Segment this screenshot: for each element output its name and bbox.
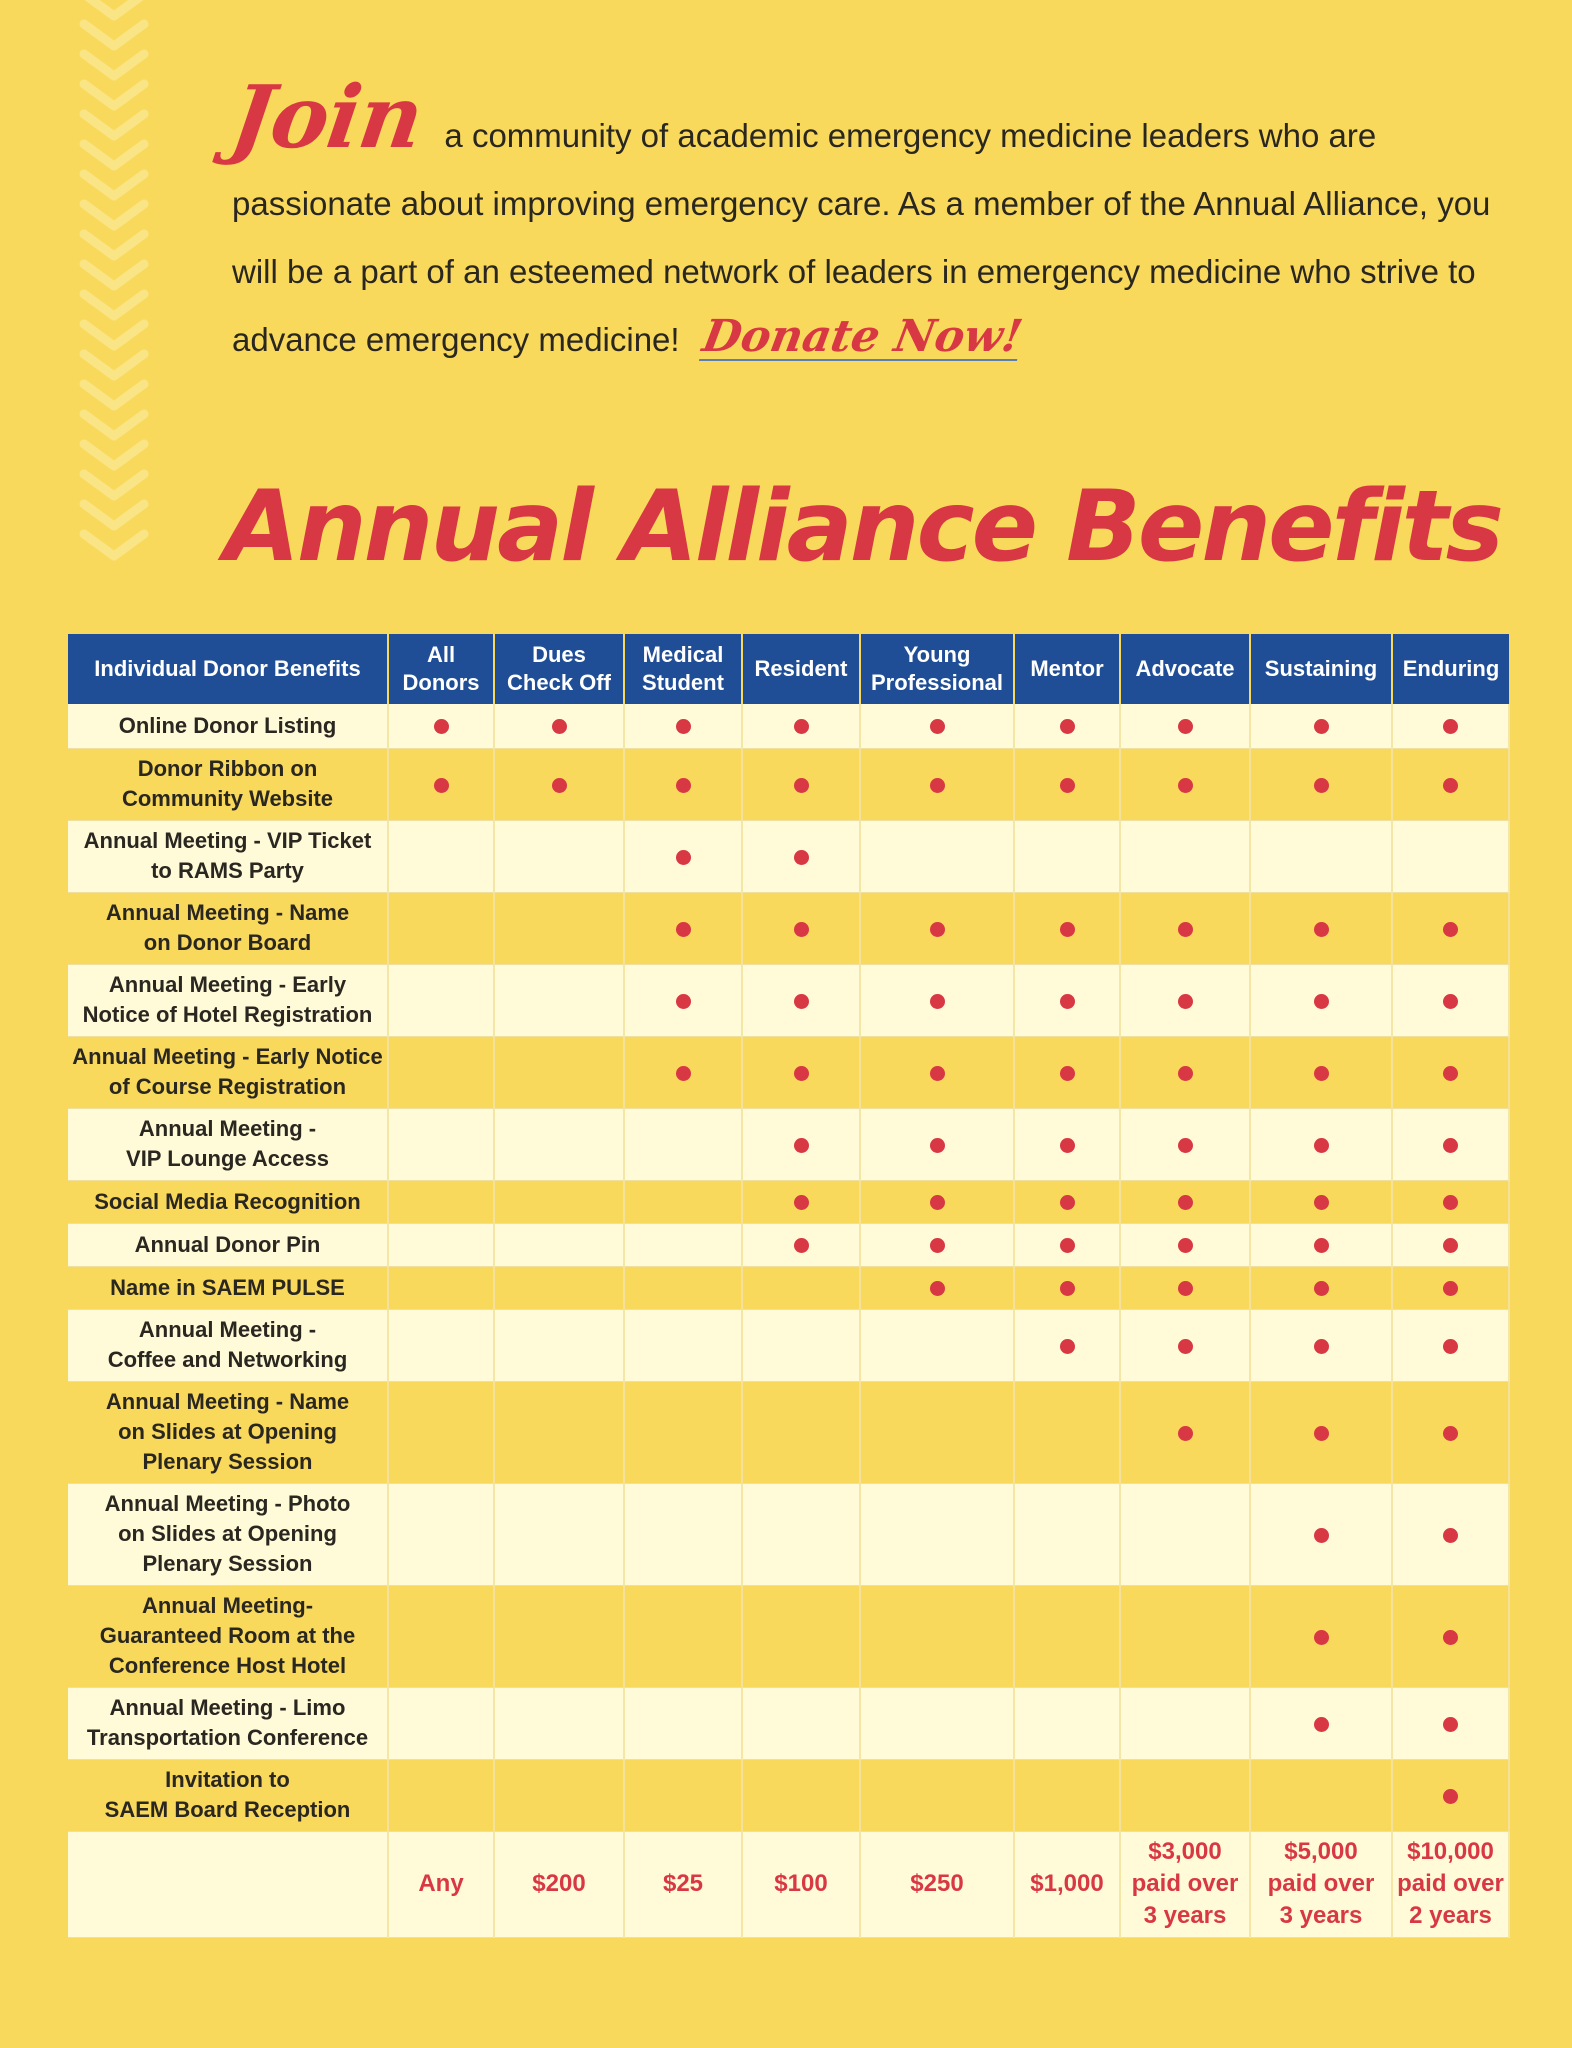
- included-dot-icon: [1178, 1426, 1193, 1441]
- benefit-cell: [1392, 1483, 1509, 1585]
- benefit-cell: [1392, 748, 1509, 820]
- included-dot-icon: [1314, 1138, 1329, 1153]
- benefit-label: Name in SAEM PULSE: [68, 1266, 388, 1309]
- table-row: [68, 1585, 1509, 1687]
- page-title: Annual Alliance Benefits: [224, 470, 1501, 584]
- benefit-cell: [1014, 1180, 1120, 1223]
- benefit-cell: [1120, 1483, 1250, 1585]
- table-row: [68, 892, 1509, 964]
- included-dot-icon: [1178, 1138, 1193, 1153]
- included-dot-icon: [1060, 922, 1075, 937]
- benefit-cell: [1014, 1585, 1120, 1687]
- price-value: $1,000: [1030, 1870, 1104, 1897]
- included-dot-icon: [1314, 1066, 1329, 1081]
- price-cell: [742, 1831, 860, 1937]
- benefit-label: Invitation to SAEM Board Reception: [68, 1759, 388, 1831]
- benefit-cell: [1392, 1687, 1509, 1759]
- included-dot-icon: [930, 1238, 945, 1253]
- benefit-cell: [860, 1108, 1014, 1180]
- benefit-cell: [1120, 704, 1250, 748]
- included-dot-icon: [1443, 778, 1458, 793]
- benefit-cell: [1250, 704, 1392, 748]
- benefit-cell: [624, 964, 742, 1036]
- benefit-cell: [624, 892, 742, 964]
- price-value: $250: [910, 1870, 964, 1897]
- benefit-cell: [860, 1309, 1014, 1381]
- included-dot-icon: [1178, 778, 1193, 793]
- benefit-cell: [1392, 1381, 1509, 1483]
- included-dot-icon: [930, 1195, 945, 1210]
- benefit-cell: [1250, 1180, 1392, 1223]
- benefit-cell: [860, 1585, 1014, 1687]
- benefit-cell: [388, 820, 494, 892]
- included-dot-icon: [1443, 994, 1458, 1009]
- included-dot-icon: [930, 1066, 945, 1081]
- benefit-cell: [494, 1223, 624, 1266]
- price-row-label: [68, 1831, 388, 1937]
- included-dot-icon: [1314, 719, 1329, 734]
- price-cell: [388, 1831, 494, 1937]
- price-cell: [860, 1831, 1014, 1937]
- column-header: Medical Student: [624, 634, 742, 704]
- table-row: [68, 1266, 1509, 1309]
- benefit-label: Social Media Recognition: [68, 1180, 388, 1223]
- benefit-cell: [1250, 892, 1392, 964]
- benefit-cell: [742, 1309, 860, 1381]
- benefit-cell: [388, 1108, 494, 1180]
- benefit-cell: [742, 1180, 860, 1223]
- table-row: [68, 820, 1509, 892]
- benefit-cell: [388, 748, 494, 820]
- included-dot-icon: [1060, 1281, 1075, 1296]
- included-dot-icon: [1178, 719, 1193, 734]
- benefit-cell: [742, 1585, 860, 1687]
- benefit-cell: [388, 1036, 494, 1108]
- benefit-cell: [1120, 748, 1250, 820]
- benefit-cell: [624, 1687, 742, 1759]
- column-header: Enduring: [1392, 634, 1509, 704]
- benefit-cell: [1014, 1483, 1120, 1585]
- column-header: Mentor: [1014, 634, 1120, 704]
- benefit-cell: [742, 964, 860, 1036]
- table-row: [68, 1036, 1509, 1108]
- decorative-chevron-strip: [78, 0, 150, 565]
- benefit-cell: [1250, 820, 1392, 892]
- benefit-cell: [1120, 1759, 1250, 1831]
- benefit-cell: [388, 1180, 494, 1223]
- benefit-cell: [860, 964, 1014, 1036]
- included-dot-icon: [1178, 1339, 1193, 1354]
- benefit-cell: [860, 748, 1014, 820]
- price-value: Any: [418, 1870, 464, 1897]
- included-dot-icon: [1178, 922, 1193, 937]
- benefit-cell: [1120, 892, 1250, 964]
- benefit-label: Online Donor Listing: [68, 704, 388, 748]
- included-dot-icon: [1314, 1528, 1329, 1543]
- benefit-cell: [1250, 1223, 1392, 1266]
- included-dot-icon: [1443, 1195, 1458, 1210]
- benefit-cell: [388, 1266, 494, 1309]
- benefit-cell: [494, 1759, 624, 1831]
- benefit-cell: [1014, 1036, 1120, 1108]
- benefit-cell: [1014, 1309, 1120, 1381]
- benefit-cell: [860, 1483, 1014, 1585]
- benefit-cell: [388, 1585, 494, 1687]
- included-dot-icon: [794, 1238, 809, 1253]
- benefit-label: Annual Meeting - Name on Donor Board: [68, 892, 388, 964]
- benefit-cell: [1250, 1036, 1392, 1108]
- included-dot-icon: [794, 994, 809, 1009]
- benefit-cell: [860, 1759, 1014, 1831]
- table-row: [68, 704, 1509, 748]
- benefit-cell: [860, 1223, 1014, 1266]
- benefit-cell: [494, 1381, 624, 1483]
- benefit-cell: [742, 1036, 860, 1108]
- benefit-cell: [742, 1687, 860, 1759]
- benefit-cell: [742, 704, 860, 748]
- benefits-table: [68, 634, 1510, 1938]
- column-header: Dues Check Off: [494, 634, 624, 704]
- price-cell: [1014, 1831, 1120, 1937]
- benefit-cell: [742, 1759, 860, 1831]
- included-dot-icon: [1060, 719, 1075, 734]
- price-value: $25: [662, 1870, 704, 1897]
- benefit-cell: [494, 1687, 624, 1759]
- benefit-cell: [388, 1381, 494, 1483]
- included-dot-icon: [1060, 778, 1075, 793]
- benefit-cell: [388, 1309, 494, 1381]
- included-dot-icon: [676, 922, 691, 937]
- benefit-cell: [1250, 964, 1392, 1036]
- benefit-cell: [1120, 1266, 1250, 1309]
- included-dot-icon: [1314, 1630, 1329, 1645]
- benefit-cell: [494, 1483, 624, 1585]
- benefit-cell: [1250, 1309, 1392, 1381]
- column-header: Advocate: [1120, 634, 1250, 704]
- benefit-cell: [624, 1223, 742, 1266]
- benefit-cell: [1120, 1223, 1250, 1266]
- benefit-cell: [1120, 1381, 1250, 1483]
- benefit-cell: [1120, 1687, 1250, 1759]
- table-header-row: [68, 634, 1509, 704]
- table-row: [68, 1759, 1509, 1831]
- included-dot-icon: [1443, 1630, 1458, 1645]
- included-dot-icon: [1314, 1238, 1329, 1253]
- price-value: $3,000 paid over 3 years: [1131, 1838, 1239, 1929]
- benefit-cell: [624, 1036, 742, 1108]
- benefit-cell: [860, 1036, 1014, 1108]
- included-dot-icon: [1060, 994, 1075, 1009]
- price-cell: [1120, 1831, 1250, 1937]
- benefit-cell: [1250, 1759, 1392, 1831]
- benefit-cell: [624, 1585, 742, 1687]
- included-dot-icon: [794, 1066, 809, 1081]
- benefit-cell: [1392, 964, 1509, 1036]
- benefit-cell: [494, 1585, 624, 1687]
- benefit-cell: [1014, 1381, 1120, 1483]
- included-dot-icon: [1178, 1281, 1193, 1296]
- table-row: [68, 1687, 1509, 1759]
- benefit-cell: [1250, 748, 1392, 820]
- included-dot-icon: [552, 719, 567, 734]
- benefit-label: Annual Meeting - Early Notice of Hotel Registration: [68, 964, 388, 1036]
- benefit-cell: [1014, 1266, 1120, 1309]
- benefit-cell: [494, 820, 624, 892]
- included-dot-icon: [1443, 1066, 1458, 1081]
- included-dot-icon: [1314, 1195, 1329, 1210]
- benefit-cell: [1014, 1687, 1120, 1759]
- benefit-cell: [1014, 1759, 1120, 1831]
- benefit-cell: [1392, 892, 1509, 964]
- included-dot-icon: [1443, 1789, 1458, 1804]
- table-body: [68, 704, 1509, 1937]
- benefit-cell: [494, 892, 624, 964]
- price-cell: [494, 1831, 624, 1937]
- benefit-cell: [1392, 1223, 1509, 1266]
- benefit-cell: [742, 1223, 860, 1266]
- benefit-cell: [742, 1108, 860, 1180]
- benefit-label: Annual Meeting- Guaranteed Room at the Conference Host Hotel: [68, 1585, 388, 1687]
- benefit-cell: [624, 1108, 742, 1180]
- benefit-cell: [1250, 1381, 1392, 1483]
- included-dot-icon: [1443, 922, 1458, 937]
- benefit-cell: [624, 820, 742, 892]
- included-dot-icon: [1314, 1339, 1329, 1354]
- benefit-cell: [742, 820, 860, 892]
- included-dot-icon: [1060, 1138, 1075, 1153]
- benefit-cell: [1392, 1266, 1509, 1309]
- included-dot-icon: [930, 719, 945, 734]
- benefit-cell: [1014, 748, 1120, 820]
- benefit-cell: [494, 1180, 624, 1223]
- included-dot-icon: [676, 994, 691, 1009]
- table-row: [68, 964, 1509, 1036]
- included-dot-icon: [794, 719, 809, 734]
- benefit-cell: [388, 1759, 494, 1831]
- benefit-cell: [494, 964, 624, 1036]
- benefit-label: Annual Meeting - Photo on Slides at Opening Plenary Session: [68, 1483, 388, 1585]
- price-value: $5,000 paid over 3 years: [1267, 1838, 1375, 1929]
- benefit-cell: [624, 1759, 742, 1831]
- benefit-cell: [1392, 1309, 1509, 1381]
- benefit-label: Donor Ribbon on Community Website: [68, 748, 388, 820]
- benefit-cell: [860, 704, 1014, 748]
- table-row: [68, 1381, 1509, 1483]
- benefit-cell: [494, 1036, 624, 1108]
- benefit-cell: [1014, 964, 1120, 1036]
- price-value: $10,000 paid over 2 years: [1397, 1838, 1504, 1929]
- included-dot-icon: [1443, 1281, 1458, 1296]
- benefit-cell: [1392, 704, 1509, 748]
- benefit-cell: [1120, 820, 1250, 892]
- benefit-cell: [1392, 1108, 1509, 1180]
- intro-paragraph: [224, 67, 1492, 374]
- benefit-cell: [1014, 820, 1120, 892]
- included-dot-icon: [794, 850, 809, 865]
- benefit-label: Annual Meeting - Early Notice of Course Registration: [68, 1036, 388, 1108]
- benefit-cell: [742, 1483, 860, 1585]
- benefit-cell: [1120, 1180, 1250, 1223]
- join-word: Join: [224, 67, 429, 168]
- included-dot-icon: [1314, 994, 1329, 1009]
- benefit-label: Annual Meeting - VIP Lounge Access: [68, 1108, 388, 1180]
- included-dot-icon: [676, 1066, 691, 1081]
- included-dot-icon: [1314, 778, 1329, 793]
- column-header: All Donors: [388, 634, 494, 704]
- table-row: [68, 1108, 1509, 1180]
- benefit-cell: [742, 1266, 860, 1309]
- included-dot-icon: [1443, 1339, 1458, 1354]
- benefit-cell: [1014, 704, 1120, 748]
- included-dot-icon: [1443, 1138, 1458, 1153]
- benefit-cell: [1392, 1585, 1509, 1687]
- table-row: [68, 1223, 1509, 1266]
- benefit-cell: [1250, 1266, 1392, 1309]
- benefit-cell: [388, 1687, 494, 1759]
- included-dot-icon: [794, 1138, 809, 1153]
- included-dot-icon: [1060, 1238, 1075, 1253]
- benefit-cell: [1014, 1108, 1120, 1180]
- benefit-cell: [388, 1483, 494, 1585]
- benefit-cell: [624, 704, 742, 748]
- benefit-cell: [1392, 1180, 1509, 1223]
- included-dot-icon: [1443, 1238, 1458, 1253]
- included-dot-icon: [1314, 1281, 1329, 1296]
- donate-now-link[interactable]: Donate Now!: [698, 311, 1026, 362]
- included-dot-icon: [930, 994, 945, 1009]
- benefit-cell: [624, 1266, 742, 1309]
- benefit-cell: [494, 704, 624, 748]
- benefit-cell: [1120, 1108, 1250, 1180]
- chevron-pattern-icon: [78, 0, 150, 565]
- benefit-cell: [742, 1381, 860, 1483]
- benefit-cell: [388, 964, 494, 1036]
- included-dot-icon: [676, 850, 691, 865]
- column-header-benefits: Individual Donor Benefits: [68, 634, 388, 704]
- price-cell: [1250, 1831, 1392, 1937]
- benefit-cell: [860, 1381, 1014, 1483]
- benefit-cell: [624, 748, 742, 820]
- benefit-cell: [624, 1483, 742, 1585]
- included-dot-icon: [552, 778, 567, 793]
- benefit-cell: [494, 1309, 624, 1381]
- benefit-cell: [1014, 892, 1120, 964]
- table-row: [68, 1309, 1509, 1381]
- benefit-label: Annual Meeting - VIP Ticket to RAMS Party: [68, 820, 388, 892]
- included-dot-icon: [1443, 719, 1458, 734]
- included-dot-icon: [930, 1138, 945, 1153]
- benefit-cell: [1250, 1585, 1392, 1687]
- benefit-label: Annual Meeting - Name on Slides at Opening Plenary Session: [68, 1381, 388, 1483]
- benefit-label: Annual Meeting - Limo Transportation Conference: [68, 1687, 388, 1759]
- benefit-cell: [1120, 1036, 1250, 1108]
- benefit-cell: [860, 1687, 1014, 1759]
- included-dot-icon: [794, 922, 809, 937]
- included-dot-icon: [1178, 1066, 1193, 1081]
- price-row: [68, 1831, 1509, 1937]
- benefit-label: Annual Meeting - Coffee and Networking: [68, 1309, 388, 1381]
- benefit-cell: [860, 1266, 1014, 1309]
- included-dot-icon: [1314, 1426, 1329, 1441]
- benefit-cell: [388, 704, 494, 748]
- benefit-cell: [494, 748, 624, 820]
- column-header: Resident: [742, 634, 860, 704]
- table-row: [68, 1483, 1509, 1585]
- included-dot-icon: [1060, 1066, 1075, 1081]
- included-dot-icon: [1178, 1238, 1193, 1253]
- benefit-cell: [1250, 1483, 1392, 1585]
- benefit-cell: [1392, 1759, 1509, 1831]
- benefit-cell: [494, 1108, 624, 1180]
- included-dot-icon: [794, 778, 809, 793]
- price-cell: [1392, 1831, 1509, 1937]
- included-dot-icon: [930, 778, 945, 793]
- table-row: [68, 748, 1509, 820]
- benefit-cell: [860, 820, 1014, 892]
- included-dot-icon: [1060, 1339, 1075, 1354]
- included-dot-icon: [676, 778, 691, 793]
- included-dot-icon: [1443, 1717, 1458, 1732]
- included-dot-icon: [930, 1281, 945, 1296]
- included-dot-icon: [1178, 1195, 1193, 1210]
- benefit-cell: [1392, 820, 1509, 892]
- table-row: [68, 1180, 1509, 1223]
- benefit-cell: [860, 892, 1014, 964]
- benefit-cell: [624, 1381, 742, 1483]
- benefit-cell: [624, 1309, 742, 1381]
- benefit-cell: [494, 1266, 624, 1309]
- benefit-cell: [742, 748, 860, 820]
- benefit-cell: [1120, 964, 1250, 1036]
- benefit-cell: [1250, 1687, 1392, 1759]
- intro-text: a community of academic emergency medicine leaders who are passionate about improving emergency care. As a member of the Annual Alliance, you will be a part of an esteemed network of leaders in emergency medicine who strive to advance emergency medicine!: [232, 117, 1491, 358]
- benefit-cell: [624, 1180, 742, 1223]
- included-dot-icon: [794, 1195, 809, 1210]
- included-dot-icon: [1443, 1528, 1458, 1543]
- benefit-cell: [1120, 1585, 1250, 1687]
- included-dot-icon: [434, 778, 449, 793]
- column-header: Young Professional: [860, 634, 1014, 704]
- included-dot-icon: [930, 922, 945, 937]
- included-dot-icon: [1060, 1195, 1075, 1210]
- benefit-cell: [860, 1180, 1014, 1223]
- benefit-cell: [388, 1223, 494, 1266]
- benefit-cell: [388, 892, 494, 964]
- benefit-cell: [1120, 1309, 1250, 1381]
- included-dot-icon: [676, 719, 691, 734]
- included-dot-icon: [1178, 994, 1193, 1009]
- included-dot-icon: [1314, 922, 1329, 937]
- included-dot-icon: [1443, 1426, 1458, 1441]
- benefit-cell: [1250, 1108, 1392, 1180]
- price-cell: [624, 1831, 742, 1937]
- price-value: $200: [532, 1870, 586, 1897]
- price-value: $100: [774, 1870, 828, 1897]
- included-dot-icon: [1314, 1717, 1329, 1732]
- benefit-cell: [742, 892, 860, 964]
- column-header: Sustaining: [1250, 634, 1392, 704]
- benefit-cell: [1392, 1036, 1509, 1108]
- benefit-cell: [1014, 1223, 1120, 1266]
- benefit-label: Annual Donor Pin: [68, 1223, 388, 1266]
- included-dot-icon: [434, 719, 449, 734]
